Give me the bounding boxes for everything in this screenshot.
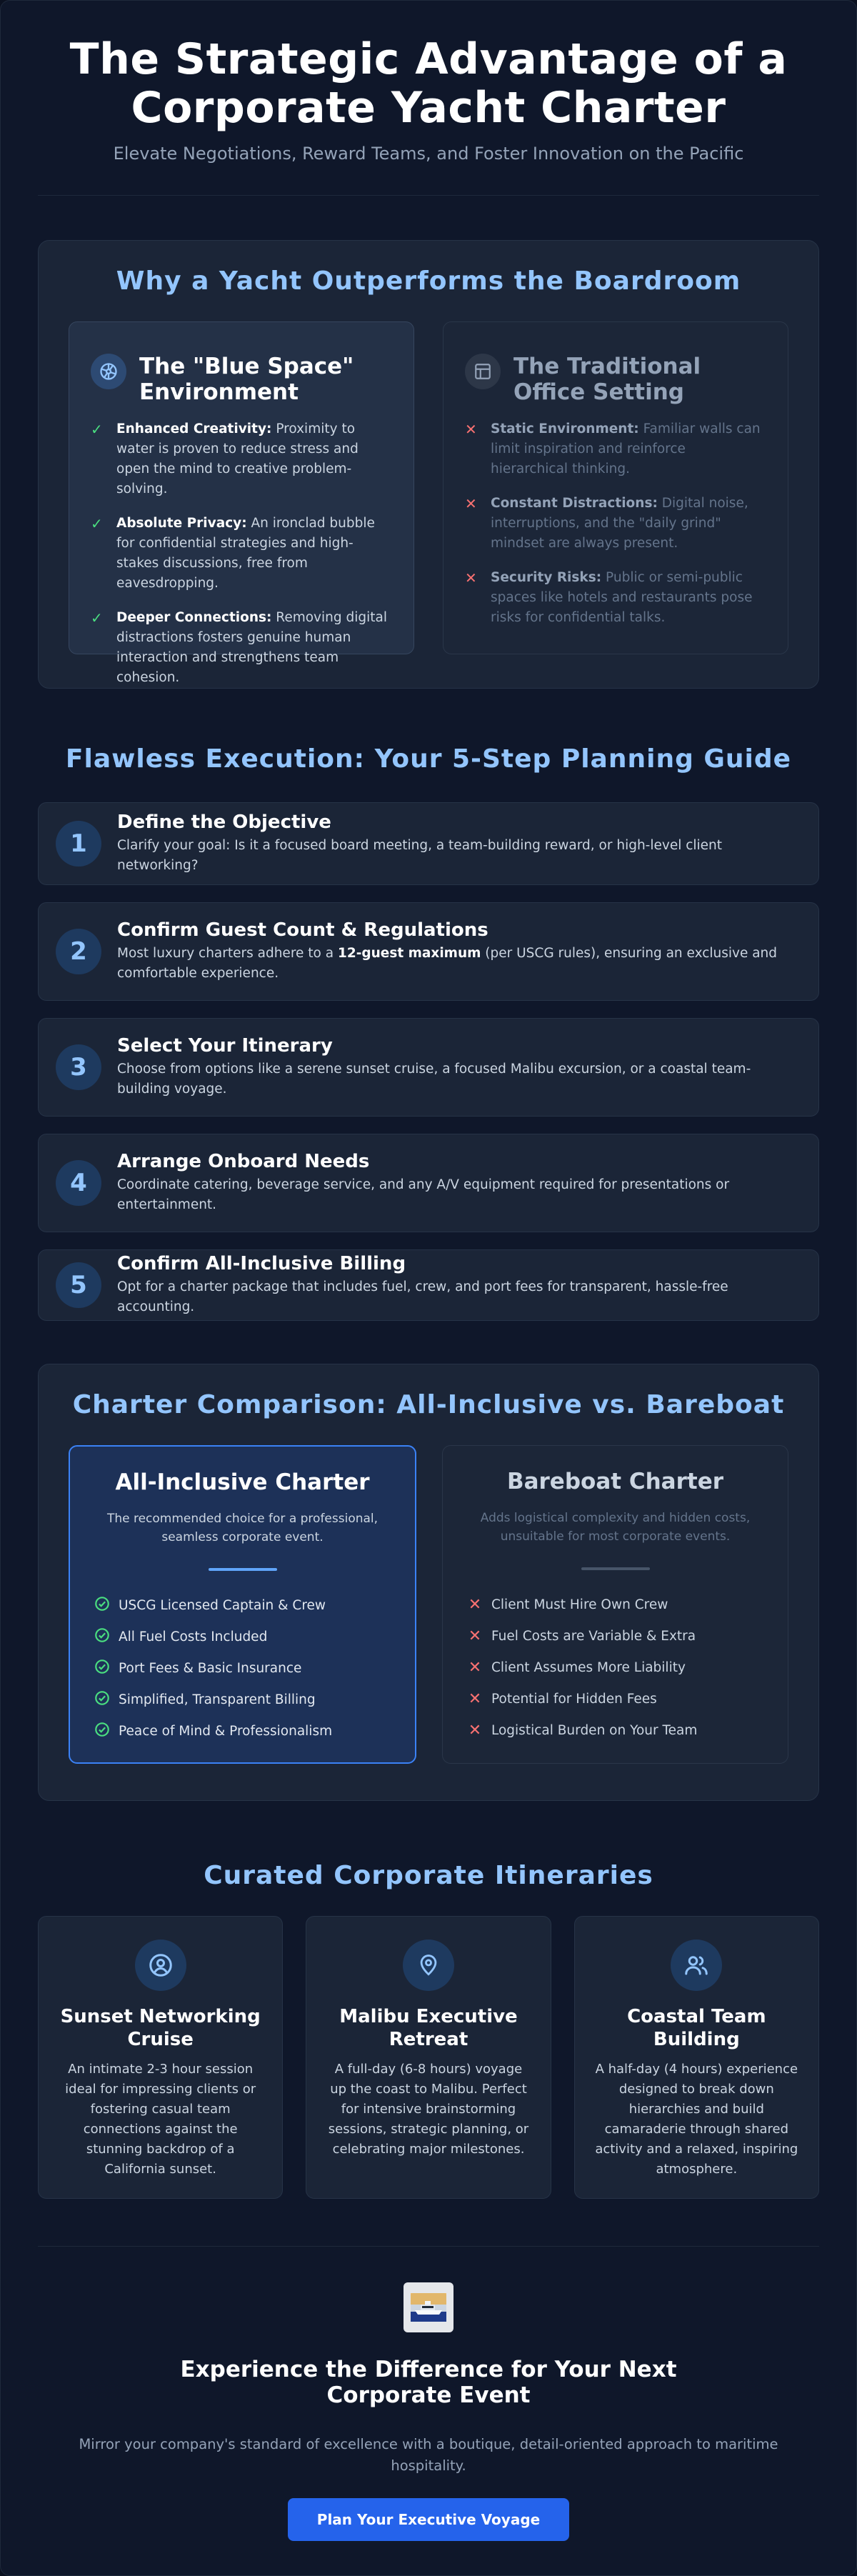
map-pin-icon <box>403 1940 454 1991</box>
step-number: 2 <box>56 929 101 974</box>
cta-title: Experience the Difference for Your Next Corporate Event <box>180 2357 677 2408</box>
cta-section <box>38 2282 819 2541</box>
step-card <box>38 1249 819 1321</box>
itinerary-text: An intimate 2-3 hour session ideal for impressing clients or fostering casual team connections against the stunning backdrop of a California sunset. <box>65 2062 256 2177</box>
accent-line <box>581 1567 650 1570</box>
bareboat-desc: Adds logistical complexity and hidden costs, unsuitable for most corporate events. <box>480 1511 751 1544</box>
x-icon: ✕ <box>465 421 477 438</box>
check-circle-icon <box>94 1690 110 1709</box>
traditional-office-item: ✕ Constant Distractions: Digital noise, interruptions, and the "daily grind" mindset are always present. <box>465 494 766 554</box>
traditional-office-card <box>443 321 788 654</box>
step-card <box>38 802 819 885</box>
check-icon: ✓ <box>91 609 103 626</box>
itinerary-card <box>574 1916 819 2199</box>
x-icon: ✕ <box>468 1689 482 1708</box>
page-subtitle: Elevate Negotiations, Reward Teams, and Foster Innovation on the Pacific <box>113 144 744 164</box>
drawback-item: ✕ Client Must Hire Own Crew <box>468 1595 668 1614</box>
step-title: Confirm All-Inclusive Billing <box>117 1253 406 1274</box>
itinerary-text: A full-day (6-8 hours) voyage up the coast to Malibu. Perfect for intensive brainstorming sessions, strategic planning, or celebrating major milestones. <box>328 2062 529 2157</box>
drawback-item: ✕ Logistical Burden on Your Team <box>468 1721 698 1739</box>
step-card <box>38 902 819 1001</box>
step-text: Opt for a charter package that includes fuel, crew, and port fees for transparent, hassle-free accounting. <box>117 1279 728 1314</box>
check-circle-icon <box>94 1596 110 1615</box>
step-card <box>38 1018 819 1117</box>
itinerary-title: Sunset Networking Cruise <box>60 2006 261 2050</box>
feature-item: All Fuel Costs Included <box>94 1621 415 1652</box>
check-circle-icon <box>94 1627 110 1647</box>
check-circle-icon <box>94 1722 110 1741</box>
blue-space-item: ✓ Enhanced Creativity: Proximity to water is proven to reduce stress and open the mind to creative problem-solving. <box>91 419 392 499</box>
feature-item: Port Fees & Basic Insurance <box>94 1652 415 1684</box>
step-card <box>38 1134 819 1232</box>
traditional-office-item: ✕ Security Risks: Public or semi-public spaces like hotels and restaurants pose risks for confidential talks. <box>465 568 766 628</box>
check-icon: ✓ <box>91 515 103 532</box>
x-icon: ✕ <box>465 495 477 512</box>
page-title: The Strategic Advantage of a Corporate Yacht Charter <box>69 34 788 133</box>
drawback-item: ✕ Potential for Hidden Fees <box>468 1689 657 1708</box>
step-title: Define the Objective <box>117 812 331 833</box>
drawback-item: ✕ Client Assumes More Liability <box>468 1658 686 1677</box>
feature-item: Peace of Mind & Professionalism <box>94 1715 415 1747</box>
x-icon: ✕ <box>468 1721 482 1739</box>
x-icon: ✕ <box>465 569 477 586</box>
comparison-section <box>38 1364 819 1801</box>
feature-item: Simplified, Transparent Billing <box>94 1684 415 1715</box>
itineraries-title: Curated Corporate Itineraries <box>204 1861 653 1890</box>
comparison-title: Charter Comparison: All-Inclusive vs. Bareboat <box>72 1390 785 1419</box>
divider <box>38 2246 819 2247</box>
cta-text: Mirror your company's standard of excellence with a boutique, detail-oriented approach to maritime hospitality. <box>79 2436 778 2474</box>
drawback-item: ✕ Fuel Costs are Variable & Extra <box>468 1627 696 1645</box>
ship-wheel-icon <box>91 354 126 389</box>
step-text: Coordinate catering, beverage service, and any A/V equipment required for presentations or entertainment. <box>117 1177 730 1212</box>
blue-space-title: The "Blue Space" Environment <box>139 354 354 405</box>
all-inclusive-desc: The recommended choice for a professional, seamless corporate event. <box>106 1512 379 1544</box>
x-icon: ✕ <box>468 1595 482 1614</box>
step-title: Confirm Guest Count & Regulations <box>117 919 488 941</box>
users-icon <box>671 1940 722 1991</box>
traditional-office-item: ✕ Static Environment: Familiar walls can limit inspiration and reinforce hierarchical thinking. <box>465 419 766 479</box>
step-number: 5 <box>56 1262 101 1308</box>
blue-space-item: ✓ Deeper Connections: Removing digital distractions fosters genuine human interaction and strengthens team cohesion. <box>91 608 392 688</box>
step-number: 3 <box>56 1044 101 1090</box>
blue-space-item: ✓ Absolute Privacy: An ironclad bubble for confidential strategies and high-stakes discussions, free from eavesdropping. <box>91 514 392 594</box>
itinerary-text: A half-day (4 hours) experience designed to break down hierarchies and build camaraderie through shared activity and a relaxed, inspiring atmosphere. <box>595 2062 798 2177</box>
x-icon: ✕ <box>468 1658 482 1677</box>
traditional-office-title: The Traditional Office Setting <box>513 354 701 405</box>
check-circle-icon <box>94 1659 110 1678</box>
divider <box>38 195 819 196</box>
steps-section-title: Flawless Execution: Your 5-Step Planning Guide <box>65 744 792 774</box>
step-text: Most luxury charters adhere to a 12-guest maximum (per USCG rules), ensuring an exclusive and comfortable experience. <box>117 946 778 981</box>
all-inclusive-title: All-Inclusive Charter <box>115 1469 370 1495</box>
check-icon: ✓ <box>91 421 103 438</box>
why-section-title: Why a Yacht Outperforms the Boardroom <box>116 266 741 296</box>
sunset-person-icon <box>135 1940 186 1991</box>
itinerary-title: Coastal Team Building <box>627 2006 766 2050</box>
step-text: Clarify your goal: Is it a focused board meeting, a team-building reward, or high-level client networking? <box>117 838 723 873</box>
feature-item: USCG Licensed Captain & Crew <box>94 1589 415 1621</box>
plan-voyage-button[interactable]: Plan Your Executive Voyage <box>288 2498 569 2541</box>
step-number: 1 <box>56 821 101 867</box>
step-title: Select Your Itinerary <box>117 1035 333 1057</box>
x-icon: ✕ <box>468 1627 482 1645</box>
itinerary-card <box>306 1916 551 2199</box>
all-inclusive-card <box>69 1445 416 1764</box>
itinerary-card <box>38 1916 283 2199</box>
itinerary-title: Malibu Executive Retreat <box>339 2006 518 2050</box>
step-text: Choose from options like a serene sunset cruise, a focused Malibu excursion, or a coastal team-building voyage. <box>117 1062 751 1097</box>
step-number: 4 <box>56 1160 101 1206</box>
yacht-image <box>404 2282 453 2332</box>
blue-space-card <box>69 321 414 685</box>
why-section <box>38 240 819 689</box>
step-title: Arrange Onboard Needs <box>117 1151 370 1172</box>
accent-line <box>209 1568 277 1571</box>
hero <box>38 1 819 164</box>
bareboat-title: Bareboat Charter <box>506 1469 724 1494</box>
bareboat-card <box>442 1445 788 1764</box>
steps-list <box>38 802 819 1321</box>
layout-icon <box>465 354 501 389</box>
